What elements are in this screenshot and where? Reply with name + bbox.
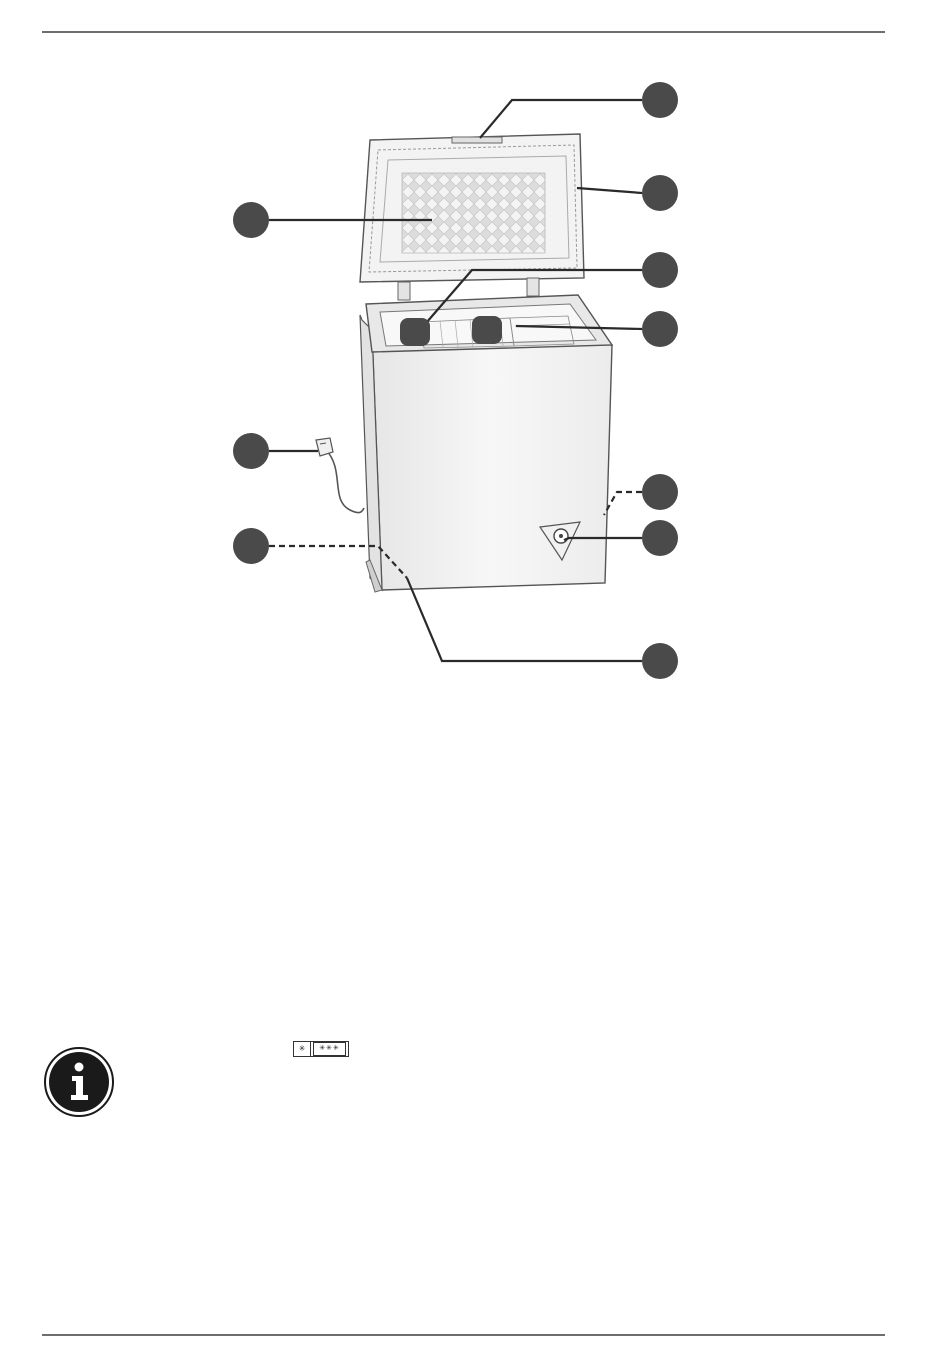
freezer-lid xyxy=(360,134,584,282)
callout-thermostat xyxy=(642,520,678,556)
callout-power-plug xyxy=(233,433,269,469)
callout-inner-right xyxy=(472,316,502,344)
four-star-freezer-icon xyxy=(293,1041,349,1057)
power-cord xyxy=(316,438,364,513)
lid-handle xyxy=(452,137,502,143)
callout-inner-left xyxy=(400,318,430,346)
callout-basket-left xyxy=(642,252,678,288)
callout-rear-side xyxy=(642,474,678,510)
callout-basket-right xyxy=(642,311,678,347)
info-icon xyxy=(43,1046,115,1118)
lid-inner-panel xyxy=(402,173,545,253)
triple-star-glyph: ✳✳✳ xyxy=(313,1042,346,1056)
callout-bottom-left xyxy=(233,528,269,564)
callout-lid-seal xyxy=(642,175,678,211)
single-star-glyph: ✳ xyxy=(294,1042,311,1056)
callout-bottom-front xyxy=(642,643,678,679)
freezer-cabinet xyxy=(360,315,612,592)
bottom-rule xyxy=(42,1334,885,1336)
callout-lid-handle xyxy=(642,82,678,118)
callout-lid-inner-panel xyxy=(233,202,269,238)
